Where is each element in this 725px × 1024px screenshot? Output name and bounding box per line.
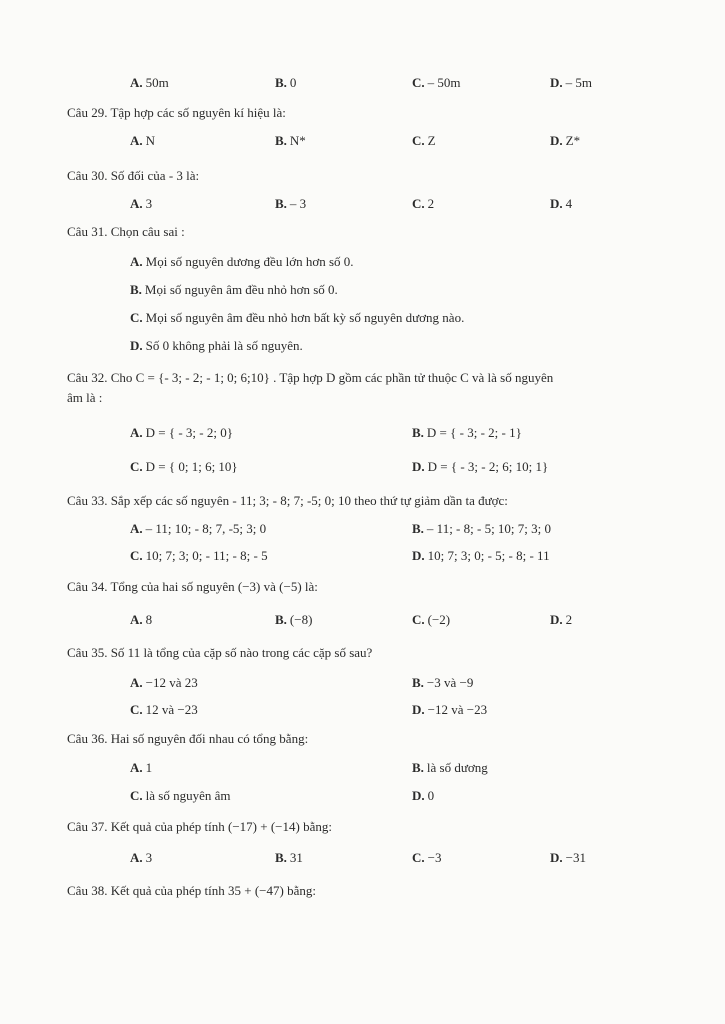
q35-option-a: A. −12 và 23 (130, 675, 198, 690)
q28-option-b: B. 0 (275, 75, 297, 90)
q37-option-a: A. 3 (130, 850, 153, 865)
q28-option-a: A. 50m (130, 75, 169, 90)
q36-question: Câu 36. Hai số nguyên đối nhau có tổng bằng: (67, 731, 309, 746)
q33-option-c: C. 10; 7; 3; 0; - 11; - 8; - 5 (130, 548, 268, 563)
q34-option-c: C. (−2) (412, 612, 451, 627)
q29-option-c: C. Z (412, 133, 436, 148)
q37-option-d: D. −31 (550, 850, 586, 865)
q37-option-b: B. 31 (275, 850, 303, 865)
q29-question: Câu 29. Tập hợp các số nguyên kí hiệu là: (67, 105, 286, 120)
q32-question: Câu 32. Cho C = {- 3; - 2; - 1; 0; 6;10} . Tập hợp D gồm các phần tử thuộc C và là số nguyên (67, 370, 554, 385)
q28-option-b-text: 0 (289, 75, 297, 90)
q37-option-c: C. −3 (412, 850, 442, 865)
q33-question: Câu 33. Sắp xếp các số nguyên - 11; 3; - 8; 7; -5; 0; 10 theo thứ tự giảm dần ta được: (67, 493, 508, 508)
q28-option-c-text: – 50m (427, 75, 461, 90)
q31-option-c: C. Mọi số nguyên âm đều nhỏ hơn bất kỳ số nguyên dương nào. (130, 310, 465, 325)
q28-option-d-text: – 5m (565, 75, 593, 90)
q34-option-b: B. (−8) (275, 612, 313, 627)
q30-option-d: D. 4 (550, 196, 573, 211)
q32-option-b: B. D = { - 3; - 2; - 1} (412, 425, 522, 440)
q36-option-d: D. 0 (412, 788, 435, 803)
q31-question: Câu 31. Chọn câu sai : (67, 224, 185, 239)
q32-option-c: C. D = { 0; 1; 6; 10} (130, 459, 238, 474)
q33-option-b: B. – 11; - 8; - 5; 10; 7; 3; 0 (412, 521, 552, 536)
q28-option-a-text: 50m (145, 75, 169, 90)
q30-option-c: C. 2 (412, 196, 435, 211)
q34-option-d: D. 2 (550, 612, 573, 627)
q32-option-a: A. D = { - 3; - 2; 0} (130, 425, 233, 440)
q33-option-a: A. – 11; 10; - 8; 7, -5; 3; 0 (130, 521, 267, 536)
q35-option-c: C. 12 và −23 (130, 702, 198, 717)
q28-option-d: D. – 5m (550, 75, 593, 90)
q35-question: Câu 35. Số 11 là tổng của cặp số nào trong các cặp số sau? (67, 645, 373, 660)
q34-question: Câu 34. Tổng của hai số nguyên (−3) và (−5) là: (67, 579, 318, 594)
q37-question: Câu 37. Kết quả của phép tính (−17) + (−14) bằng: (67, 819, 332, 834)
q28-option-c: C. – 50m (412, 75, 461, 90)
q29-option-a: A. N (130, 133, 156, 148)
q29-option-b: B. N* (275, 133, 306, 148)
q36-option-c: C. là số nguyên âm (130, 788, 231, 803)
q31-option-a: A. Mọi số nguyên dương đều lớn hơn số 0. (130, 254, 354, 269)
q32-option-d: D. D = { - 3; - 2; 6; 10; 1} (412, 459, 549, 474)
q35-option-d: D. −12 và −23 (412, 702, 488, 717)
q36-option-a: A. 1 (130, 760, 153, 775)
q30-option-a: A. 3 (130, 196, 153, 211)
q34-option-a: A. 8 (130, 612, 153, 627)
q38-question: Câu 38. Kết quả của phép tính 35 + (−47) bằng: (67, 883, 316, 898)
q30-option-b: B. – 3 (275, 196, 307, 211)
q31-option-b: B. Mọi số nguyên âm đều nhỏ hơn số 0. (130, 282, 338, 297)
q31-option-d: D. Số 0 không phải là số nguyên. (130, 338, 303, 353)
q36-option-b: B. là số dương (412, 760, 488, 775)
q29-option-d: D. Z* (550, 133, 581, 148)
q32-question-cont: âm là : (67, 390, 103, 405)
q35-option-b: B. −3 và −9 (412, 675, 474, 690)
q33-option-d: D. 10; 7; 3; 0; - 5; - 8; - 11 (412, 548, 550, 563)
q30-question: Câu 30. Số đối của - 3 là: (67, 168, 200, 183)
